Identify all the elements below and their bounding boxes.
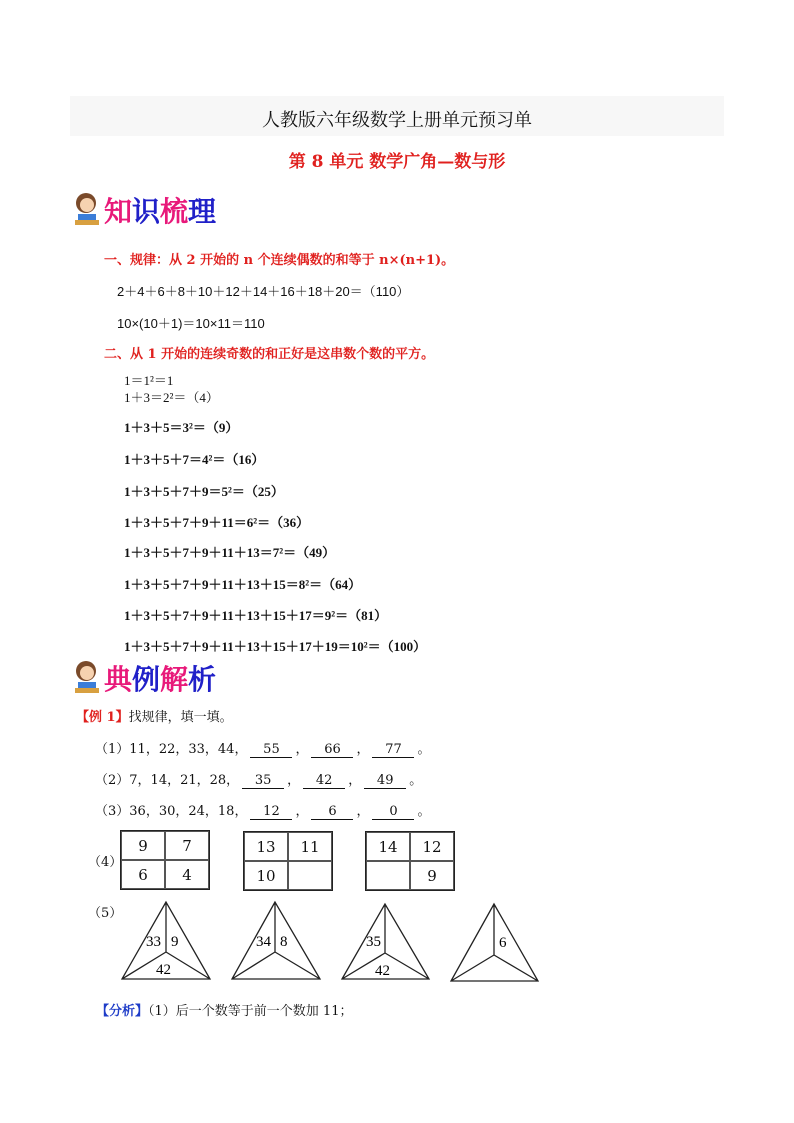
triangle-value: 34 [256,934,271,950]
formula-row: 1＋3＋5＝3²＝（9） [124,420,239,435]
section-knowledge: 知识梳理 [72,192,102,230]
analysis: 【分析】（1）后一个数等于前一个数加 11； [96,1004,353,1019]
sequence-1: （1）11，22，33，44， 55 ， 66 ， 77 。 [95,742,431,757]
sequence-2: （2）7，14，21，28， 35 ， 42 ， 49 。 [95,773,423,788]
triangle [451,904,538,981]
formula-row: 1＋3＋5＋7＋9＋11＋13＝7²＝（49） [124,545,336,560]
triangle-value: 8 [280,934,288,950]
rule-1: 一、规律：从 2 开始的 n 个连续偶数的和等于 n×(n+1)。 [104,253,455,268]
triangle-value: 6 [499,935,507,951]
equation-even-sum: 2＋4＋6＋8＋10＋12＋14＋16＋18＋20＝（110） [117,284,410,299]
triangle-value: 35 [366,934,381,950]
formula-row: 1＋3＋5＋7＋9＋11＋13＋15＋17＝9²＝（81） [124,608,388,623]
number-box: 14 12 9 [365,831,455,891]
number-box: 13 11 10 [243,831,333,891]
formula-row: 1＋3＋5＋7＋9＝5²＝（25） [124,484,284,499]
number-box: 9 7 6 4 [120,830,210,890]
equation-formula-check: 10×(10＋1)＝10×11＝110 [117,316,265,331]
label-4: （4） [88,855,123,870]
label-5: （5） [88,906,123,921]
triangle-value: 33 [146,934,161,950]
formula-row: 1＋3＋5＋7＋9＋11＋13＋15＝8²＝（64） [124,577,362,592]
triangle-value: 9 [171,934,179,950]
example-1-heading: 【例 1】找规律，填一填。 [76,710,233,725]
rule-2: 二、从 1 开始的连续奇数的和正好是这串数个数的平方。 [104,347,435,362]
triangle [232,902,320,979]
formula-row: 1＋3＋5＋7＝4²＝（16） [124,452,265,467]
formula-row: 1＋3＋5＋7＋9＋11＝6²＝（36） [124,515,310,530]
unit-subtitle: 第 8 单元 数学广角—数与形 [288,152,506,172]
sequence-3: （3）36，30，24，18， 12 ， 6 ， 0 。 [95,804,431,819]
formula-row: 1＋3＝2²＝（4） [124,390,219,405]
triangle-value: 42 [375,963,390,979]
triangle-value: 42 [156,962,171,978]
document-title: 人教版六年级数学上册单元预习单 [262,110,532,131]
formula-row: 1＝1²＝1 [124,373,174,388]
formula-row: 1＋3＋5＋7＋9＋11＋13＋15＋17＋19＝10²＝（100） [124,639,427,654]
section-examples: 典例解析 [72,660,102,698]
